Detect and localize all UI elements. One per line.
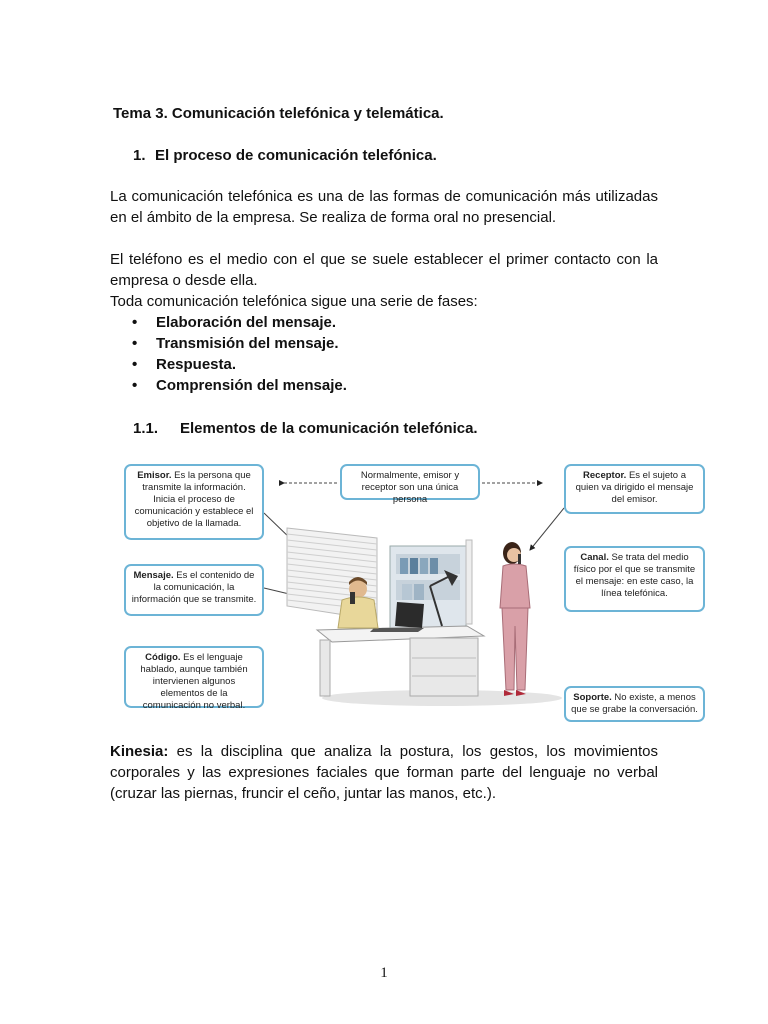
- callout-normalmente: Normalmente, emisor y receptor son una única persona: [340, 464, 480, 500]
- page-number: 1: [380, 965, 388, 981]
- paragraph-telefono: El teléfono es el medio con el que se suele establecer el primer contacto con la empresa o desde ella.: [110, 251, 658, 289]
- list-item: • Elaboración del mensaje.: [132, 314, 337, 331]
- paragraph-intro: La comunicación telefónica es una de las formas de comunicación más utilizadas en el ámbito de la empresa. Se realiza de forma oral no presencial.: [110, 188, 658, 226]
- callout-emisor: Emisor. Es la persona que transmite la información. Inicia el proceso de comunicación y establece el objetivo de la llamada.: [124, 464, 264, 540]
- callout-soporte: Soporte. No existe, a menos que se grabe la conversación.: [564, 686, 705, 722]
- section-label: El proceso de comunicación telefónica.: [155, 147, 437, 164]
- section-heading-1-1: [133, 420, 478, 437]
- section-number: 1.1.: [133, 420, 159, 437]
- desk: [317, 626, 484, 696]
- section-number: 1.: [133, 147, 146, 164]
- list-item: • Respuesta.: [132, 356, 237, 373]
- standing-woman: [500, 542, 530, 696]
- phases-list: [110, 312, 347, 396]
- paragraph-kinesia: [110, 741, 658, 804]
- bullet: •: [132, 314, 138, 331]
- list-item: • Transmisión del mensaje.: [132, 335, 339, 352]
- callout-receptor: Receptor. Es el sujeto a quien va dirigido el mensaje del emisor.: [564, 464, 705, 514]
- communication-elements-figure: [112, 458, 712, 723]
- callout-canal: Canal. Se trata del medio físico por el que se transmite el mensaje: en este caso, la línea telefónica.: [564, 546, 705, 612]
- pointer-line: [530, 508, 564, 550]
- bullet: •: [132, 335, 138, 352]
- callout-mensaje: Mensaje. Es el contenido de la comunicación, la información que se transmite.: [124, 564, 264, 616]
- list-item: • Comprensión del mensaje.: [132, 377, 347, 394]
- kinesia-term: Kinesia:: [110, 743, 169, 760]
- kinesia-definition: es la disciplina que analiza la postura, los gestos, los movimientos corporales y las expresiones faciales que forman parte del lenguaje no verbal (cruzar las piernas, fruncir el ceño, juntar las manos, etc.).: [110, 743, 658, 802]
- document-title: Tema 3. Comunicación telefónica y telemática.: [113, 105, 444, 122]
- bullet: •: [132, 356, 138, 373]
- section-heading-1: [133, 147, 437, 164]
- bullet: •: [132, 377, 138, 394]
- callout-codigo: Código. Es el lenguaje hablado, aunque también intervienen algunos elementos de la comunicación no verbal.: [124, 646, 264, 708]
- paragraph-fases: Toda comunicación telefónica sigue una serie de fases:: [110, 293, 478, 310]
- section-label: Elementos de la comunicación telefónica.: [180, 420, 478, 437]
